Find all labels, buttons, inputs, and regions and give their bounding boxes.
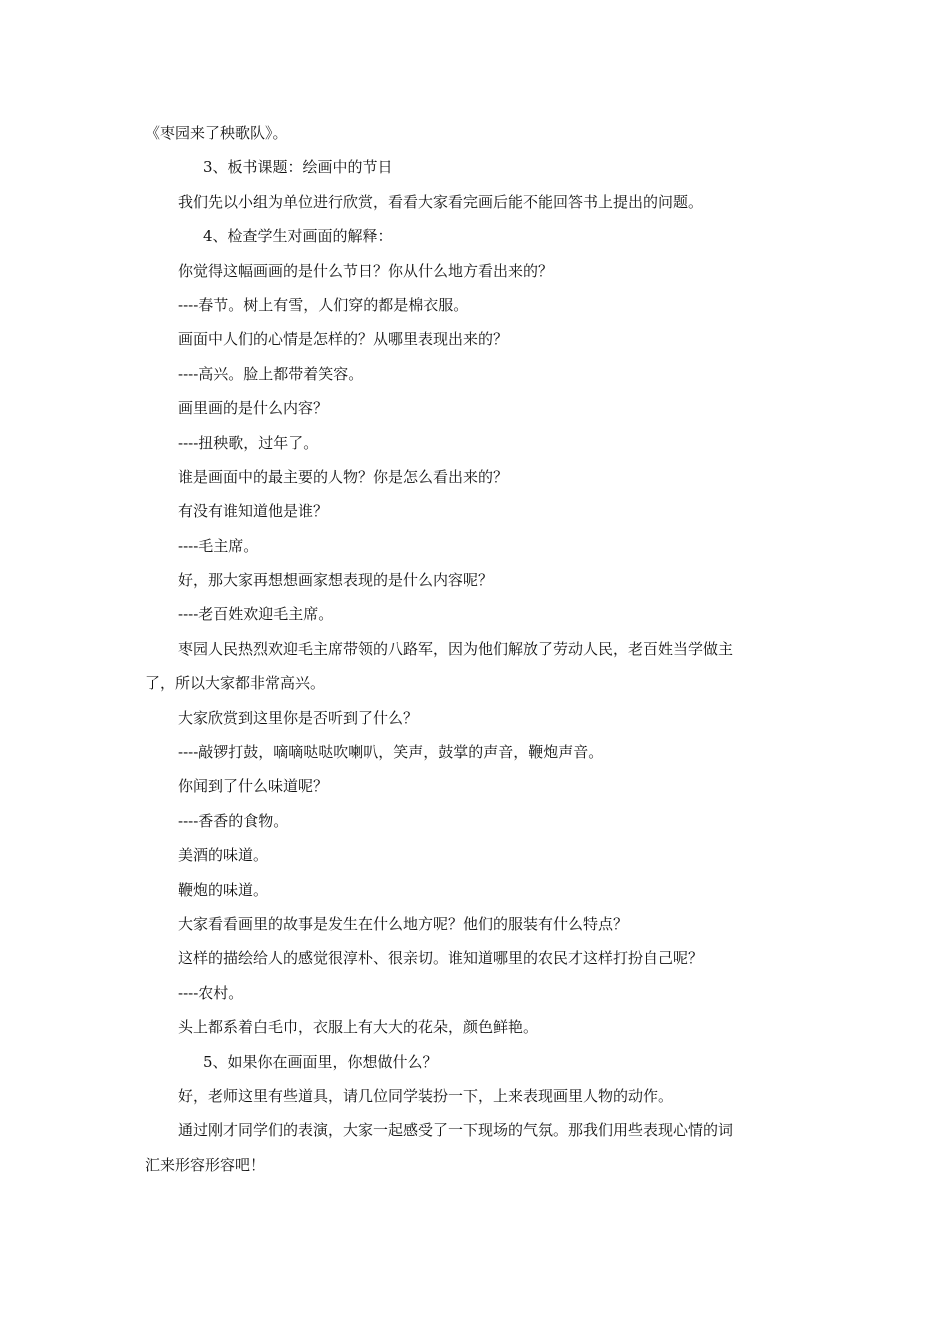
text-line: 汇来形容形容吧！	[145, 1155, 266, 1174]
text-line: ----敲锣打鼓，嘀嘀哒哒吹喇叭，笑声，鼓掌的声音，鞭炮声音。	[178, 743, 604, 762]
document-body	[145, 116, 810, 1182]
text-line: ----高兴。脸上都带着笑容。	[178, 364, 364, 383]
text-line: 《枣园来了秧歌队》。	[145, 124, 288, 142]
text-line: 美酒的味道。	[178, 846, 269, 865]
text-line: 谁是画面中的最主要的人物？你是怎么看出来的？	[178, 467, 509, 486]
text-line: 这样的描绘给人的感觉很淳朴、很亲切。谁知道哪里的农民才这样打扮自己呢？	[178, 949, 704, 968]
text-line: 你闻到了什么味道呢？	[178, 777, 329, 796]
text-line: 枣园人民热烈欢迎毛主席带领的八路军，因为他们解放了劳动人民，老百姓当学做主	[178, 639, 734, 658]
text-line: ----扭秧歌，过年了。	[178, 433, 319, 452]
text-line: 4、检查学生对画面的解释：	[203, 227, 393, 246]
text-line: ----香香的食物。	[178, 811, 289, 830]
text-line: 了，所以大家都非常高兴。	[145, 674, 326, 693]
text-line: 5、如果你在画面里，你想做什么？	[203, 1052, 438, 1071]
text-line: 画里画的是什么内容？	[178, 399, 329, 418]
text-line: ----毛主席。	[178, 536, 259, 555]
text-line: 画面中人们的心情是怎样的？从哪里表现出来的？	[178, 330, 509, 349]
text-line: 通过刚才同学们的表演，大家一起感受了一下现场的气氛。那我们用些表现心情的词	[178, 1121, 734, 1140]
text-line: 3、板书课题：绘画中的节日	[203, 158, 393, 177]
text-line: 头上都系着白毛巾，衣服上有大大的花朵，颜色鲜艳。	[178, 1018, 539, 1037]
text-line: ----春节。树上有雪，人们穿的都是棉衣服。	[178, 295, 469, 314]
text-line: 你觉得这幅画画的是什么节日？你从什么地方看出来的？	[178, 261, 554, 280]
text-line: 大家看看画里的故事是发生在什么地方呢？他们的服装有什么特点？	[178, 914, 629, 933]
text-line: 我们先以小组为单位进行欣赏，看看大家看完画后能不能回答书上提出的问题。	[178, 192, 704, 211]
text-line: 好，老师这里有些道具，请几位同学装扮一下，上来表现画里人物的动作。	[178, 1086, 674, 1105]
text-line: ----老百姓欢迎毛主席。	[178, 605, 334, 624]
text-line: ----农村。	[178, 983, 244, 1002]
text-line: 鞭炮的味道。	[178, 880, 269, 899]
text-line: 有没有谁知道他是谁？	[178, 502, 329, 521]
text-line: 好，那大家再想想画家想表现的是什么内容呢？	[178, 571, 494, 590]
text-line: 大家欣赏到这里你是否听到了什么？	[178, 708, 419, 727]
